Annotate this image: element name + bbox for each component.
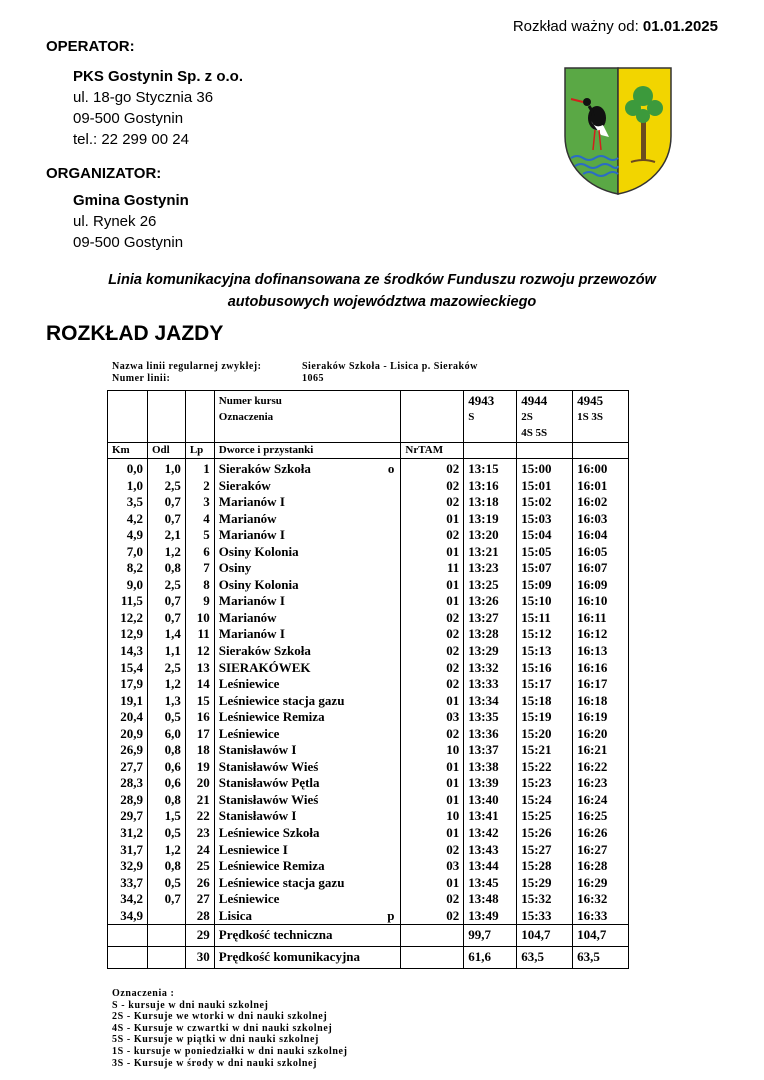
footer-lp: 29 — [185, 925, 214, 947]
legend-item: 1S - kursuje w poniedziałki w dni nauki szkolnej — [112, 1045, 348, 1057]
nrtam-column: 02 02 02 01 02 01 11 01 01 02 02 02 02 02 01 03 02 10 01 01 01 10 01 02 03 01 02 02 — [401, 459, 464, 925]
legend-item: S - kursuje w dni nauki szkolnej — [112, 999, 269, 1011]
legend-heading: Oznaczenia : — [112, 988, 175, 999]
line-number-value: 1065 — [302, 373, 324, 384]
speed-value: 63,5 — [517, 947, 573, 969]
course-number: 4943 — [468, 393, 495, 408]
funding-note — [0, 269, 764, 313]
funding-line-2: autobusowych województwa mazowieckiego — [227, 294, 537, 310]
odl-column: 1,0 2,5 0,7 0,7 2,1 1,2 0,8 2,5 0,7 0,7 1,4 1,1 2,5 1,2 1,3 0,5 6,0 0,8 0,6 0,6 0,8 1,5 0,5 1,2 0,8 0,5 0,7 — [147, 459, 185, 925]
line-name-value: Sieraków Szkoła - Lisica p. Sieraków — [302, 361, 478, 372]
course-mark: 2S 4S 5S — [521, 411, 548, 439]
validity-value: 01.01.2025 — [642, 18, 718, 35]
operator-address — [73, 66, 243, 150]
speed-commercial-row — [108, 947, 629, 969]
validity-label: Rozkład ważny od: — [512, 18, 639, 35]
speed-value: 104,7 — [573, 925, 629, 947]
line-number-label: Numer linii: — [112, 373, 171, 384]
operator-name: PKS Gostynin Sp. z o.o. — [73, 68, 244, 85]
stops-block — [108, 459, 629, 925]
stops-cell — [214, 459, 401, 925]
stop-flag-first: o — [387, 461, 395, 476]
course-number-label: Numer kursu — [218, 395, 282, 407]
course-mark: 1S 3S — [577, 411, 604, 423]
speed-value: 63,5 — [573, 947, 629, 969]
lp-column: 1 2 3 4 5 6 7 8 9 10 11 12 13 14 15 16 17 18 19 20 21 22 23 24 25 26 27 28 — [185, 459, 214, 925]
page-title: ROZKŁAD JAZDY — [46, 322, 224, 345]
stop-flag-last: p — [387, 907, 395, 923]
timetable — [107, 390, 629, 969]
speed-commercial-label: Prędkość komunikacyjna — [214, 947, 401, 969]
speed-value: 104,7 — [517, 925, 573, 947]
operator-phone: tel.: 22 299 00 24 — [73, 131, 189, 148]
legend-item: 4S - Kursuje w czwartki w dni nauki szkolnej — [112, 1022, 333, 1034]
organizer-address — [73, 190, 189, 253]
organizer-street: ul. Rynek 26 — [73, 213, 157, 230]
footer-lp: 30 — [185, 947, 214, 969]
line-number-row — [112, 373, 324, 384]
legend — [112, 988, 348, 1069]
speed-technical-label: Prędkość techniczna — [214, 925, 401, 947]
header-row-columns — [108, 443, 629, 459]
operator-city: 09-500 Gostynin — [73, 110, 184, 127]
organizer-city: 09-500 Gostynin — [73, 234, 184, 251]
header-row-course — [108, 391, 629, 443]
legend-item: 2S - Kursuje we wtorki w dni nauki szkolnej — [112, 1011, 328, 1023]
validity-date — [513, 18, 718, 35]
col-odl-header: Odl — [147, 443, 185, 459]
organizer-name: Gmina Gostynin — [73, 192, 189, 209]
course-mark: S — [468, 411, 475, 423]
operator-street: ul. 18-go Stycznia 36 — [73, 89, 214, 106]
stops-column: Sieraków Szkoła Sieraków Marianów I Marianów Marianów I Osiny Kolonia Osiny Osiny Kolonia Marianów I Marianów Marianów I Sieraków Szkoła SIERAKÓWEK Leśniewice Leśniewice stacja gazu Leśniewice Remiza Leśniewice Stanisławów I Stanisławów Wieś Stanisławów Pętla Stanisławów Wieś Stanisławów I Leśniewice Szkoła Lesniewice I Leśniewice Remiza Leśniewice stacja gazu Leśniewice Lisica — [218, 461, 345, 923]
speed-value: 61,6 — [464, 947, 517, 969]
coat-of-arms-icon — [563, 66, 673, 196]
legend-item: 3S - Kursuje w środy w dni nauki szkolnej — [112, 1057, 318, 1069]
course-3-times: 16:00 16:01 16:02 16:03 16:04 16:05 16:07 16:09 16:10 16:11 16:12 16:13 16:16 16:17 16:18 16:19 16:20 16:21 16:22 16:23 16:24 16:25 16:26 16:27 16:28 16:29 16:32 16:33 — [573, 459, 629, 925]
col-nrtam-header: NrTAM — [401, 443, 464, 459]
funding-line-1: Linia komunikacyjna dofinansowana ze środków Funduszu rozwoju przewozów — [108, 272, 656, 288]
speed-technical-row — [108, 925, 629, 947]
course-1-times: 13:15 13:16 13:18 13:19 13:20 13:21 13:23 13:25 13:26 13:27 13:28 13:29 13:32 13:33 13:34 13:35 13:36 13:37 13:38 13:39 13:40 13:41 13:42 13:43 13:44 13:45 13:48 13:49 — [464, 459, 517, 925]
course-marks-label: Oznaczenia — [218, 411, 274, 423]
speed-value: 99,7 — [464, 925, 517, 947]
col-stops-header: Dworce i przystanki — [214, 443, 401, 459]
course-2-times: 15:00 15:01 15:02 15:03 15:04 15:05 15:07 15:09 15:10 15:11 15:12 15:13 15:16 15:17 15:18 15:19 15:20 15:21 15:22 15:23 15:24 15:25 15:26 15:27 15:28 15:29 15:32 15:33 — [517, 459, 573, 925]
legend-item: 5S - Kursuje w piątki w dni nauki szkolnej — [112, 1034, 319, 1046]
col-km-header: Km — [108, 443, 148, 459]
line-name-label: Nazwa linii regularnej zwykłej: — [112, 361, 262, 372]
course-number: 4945 — [577, 393, 604, 408]
km-column: 0,0 1,0 3,5 4,2 4,9 7,0 8,2 9,0 11,5 12,2 12,9 14,3 15,4 17,9 19,1 20,4 20,9 26,9 27,7 28,3 28,9 29,7 31,2 31,7 32,9 33,7 34,2 34,9 — [108, 459, 148, 925]
organizer-heading: ORGANIZATOR: — [46, 165, 162, 182]
line-name-row — [112, 361, 478, 372]
course-number: 4944 — [521, 393, 548, 408]
col-lp-header: Lp — [185, 443, 214, 459]
operator-heading: OPERATOR: — [46, 38, 135, 55]
